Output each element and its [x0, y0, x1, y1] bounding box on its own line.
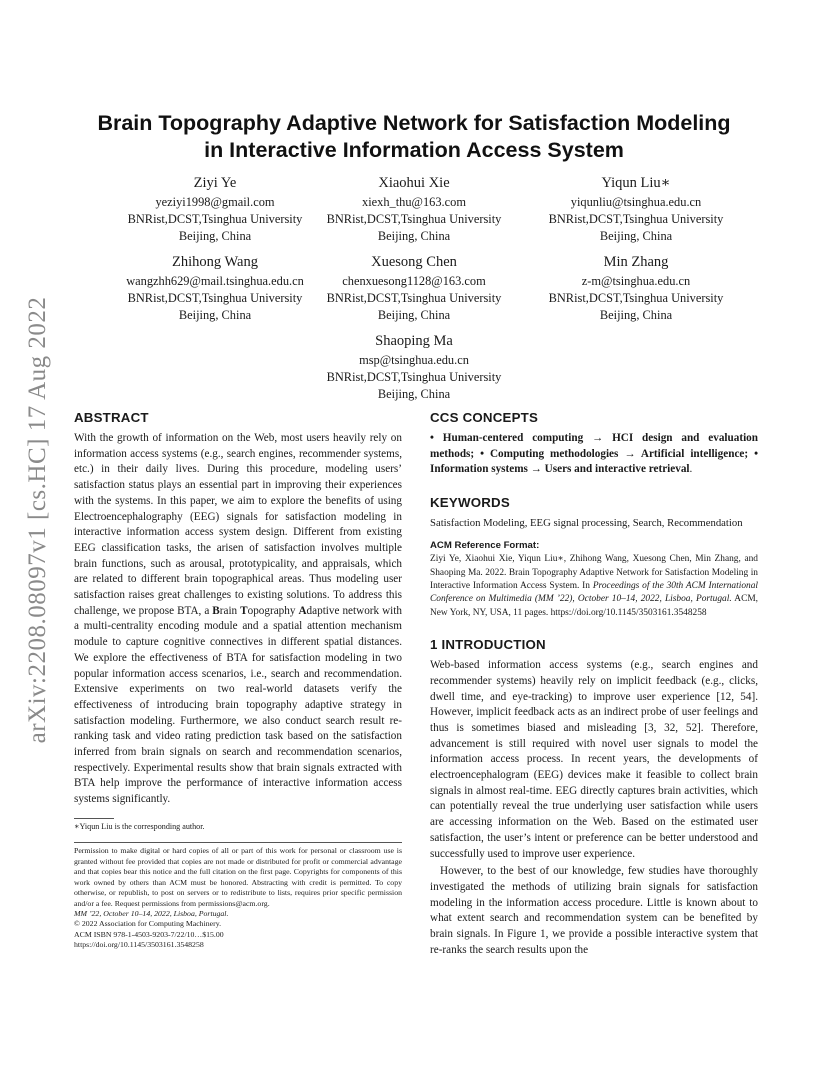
author-location: Beijing, China [599, 229, 673, 243]
author-name: Yiqun Liu∗ [601, 175, 671, 191]
author-block [294, 332, 534, 403]
introduction-paragraph-1: Web-based information access systems (e.g., search engines and recommender systems) heavily rely on implicit feedback (e.g., clicks, dwell time, and eye-tracking) to improve user experience [12, 54]. However, implicit feedback acts as an indirect probe of user feelings and thus is sometimes biased and misleading [3, 32, 52]. Therefore, advancement is still required with novel user signals to model the information access process. In recent years, the developments of electroencephalogram (EEG) devices make it feasible to collect brain signals in almost real-time. EEG directly captures brain activities, which can potentially reveal the true underlying user satisfaction while users are accessing information on the Web. Based on the estimated user satisfaction, the user’s intent or preference can be better understood and successfully used to improve user experience. [430, 659, 758, 860]
author-name: Shaoping Ma [375, 333, 453, 349]
keywords-heading: KEYWORDS [430, 495, 510, 511]
author-affiliation: BNRist,DCST,Tsinghua University [548, 291, 724, 305]
title-line-1: Brain Topography Adaptive Network for Satisfaction Modeling [97, 111, 731, 135]
author-location: Beijing, China [377, 387, 451, 401]
author-email: chenxuesong1128@163.com [342, 274, 486, 288]
arxiv-stamp [18, 280, 58, 760]
reference-format-text: Ziyi Ye, Xiaohui Xie, Yiqun Liu∗, Zhihong Wang, Xuesong Chen, Min Zhang, and Shaoping Ma. 2022. Brain Topography Adaptive Network for Satisfaction Modeling in Interactive Information Access System. In Proceedings of the 30th ACM International Conference on Multimedia (MM ’22), October 10–14, 2022, Lisboa, Portugal. ACM, New York, NY, USA, 11 pages. https://doi.org/10.1145/3503161.3548258 [430, 554, 759, 618]
author-location: Beijing, China [377, 308, 451, 322]
author-block [516, 174, 756, 245]
ccs-text: • Human-centered computing → HCI design and evaluation methods; • Computing methodologies → Artificial intelligence; • Information systems → Users and interactive retrieval. [430, 432, 758, 476]
left-column [74, 409, 402, 951]
author-name: Min Zhang [603, 254, 669, 270]
abstract-heading: ABSTRACT [74, 410, 149, 425]
author-affiliation: BNRist,DCST,Tsinghua University [326, 291, 502, 305]
permission-divider [74, 842, 402, 843]
right-column [430, 409, 758, 959]
author-name: Xuesong Chen [371, 254, 457, 270]
author-block [516, 253, 756, 324]
keywords-text: Satisfaction Modeling, EEG signal processing, Search, Recommendation [430, 517, 743, 530]
author-name: Xiaohui Xie [378, 175, 450, 191]
author-name: Ziyi Ye [193, 175, 237, 191]
author-email: xiexh_thu@163.com [362, 195, 466, 209]
permission-block [74, 846, 402, 950]
arxiv-stamp-text: arXiv:2208.08097v1 [cs.HC] 17 Aug 2022 [24, 296, 51, 744]
ccs-heading: CCS CONCEPTS [430, 410, 539, 425]
author-block [294, 174, 534, 245]
author-location: Beijing, China [178, 308, 252, 322]
author-email: yiqunliu@tsinghua.edu.cn [570, 195, 702, 209]
author-affiliation: BNRist,DCST,Tsinghua University [127, 291, 303, 305]
footnote-divider [74, 818, 114, 819]
author-location: Beijing, China [377, 229, 451, 243]
author-location: Beijing, China [178, 229, 252, 243]
introduction-heading: 1 INTRODUCTION [430, 637, 546, 653]
author-email: z-m@tsinghua.edu.cn [581, 274, 691, 288]
permission-text: Permission to make digital or hard copies of all or part of this work for personal or classroom use is granted without fee provided that copies are not made or distributed for profit or commercial advantage and that copies bear this notice and the full citation on the first page. Copyrights for components of this work owned by others than ACM must be honored. Abstracting with credit is permitted. To copy otherwise, or republish, to post on servers or to redistribute to lists, requires prior specific permission and/or a fee. Request permissions from permissions@acm.org. [74, 846, 402, 908]
author-affiliation: BNRist,DCST,Tsinghua University [548, 212, 724, 226]
author-block [294, 253, 534, 324]
abstract-text: With the growth of information on the Web, most users heavily rely on information access systems (e.g., search engines, recommender systems, etc.) in their daily lives. During this procedure, modeling users’ satisfaction status plays an essential part in improving their experiences with the systems. In this paper, we aim to explore the benefits of using Electroencephalography (EEG) signals for satisfaction modeling in interactive information access system design. Different from existing EEG classification tasks, the arisen of satisfaction involves multiple brain functions, such as arousal, prototypicality, and appraisals, which are related to different brain topographical areas. Thus modeling user satisfaction raises great challenges to existing solutions. To address this challenge, we propose BTA, a Brain Topography Adaptive network with a multi-centrality encoding module and a spatial attention mechanism module to capture cognitive connectives in different spatial distances. We explore the effectiveness of BTA for satisfaction modeling in two popular information access scenarios, i.e., search and recommendation. Extensive experiments on two real-world datasets verify the effectiveness of introducing brain topography adaptive strategy in satisfaction modeling. Furthermore, we also conduct search result re-ranking task and video rating prediction task based on the satisfaction inferred from brain signals on search and recommendation scenarios, respectively. Experimental results show that brain signals extracted with BTA help improve the performance of interactive information access systems significantly. [74, 432, 402, 806]
introduction-paragraph-2: However, to the best of our knowledge, few studies have thoroughly investigated the methods of utilizing brain signals for satisfaction modeling in the information access procedure. Little is known about to what extent search and recommendation system can be benefited by brain signals. In Figure 1, we provide a possible interactive system that re-ranks the search results upon the [430, 865, 758, 956]
copyright-line: © 2022 Association for Computing Machinery. [74, 919, 222, 929]
reference-format-heading: ACM Reference Format: [430, 540, 540, 552]
author-name: Zhihong Wang [172, 254, 258, 270]
author-affiliation: BNRist,DCST,Tsinghua University [326, 212, 502, 226]
author-affiliation: BNRist,DCST,Tsinghua University [326, 370, 502, 384]
title-line-2: in Interactive Information Access System [204, 138, 624, 162]
author-email: yeziyi1998@gmail.com [155, 195, 275, 209]
paper-title [70, 110, 758, 164]
author-affiliation: BNRist,DCST,Tsinghua University [127, 212, 303, 226]
venue-line: MM ’22, October 10–14, 2022, Lisboa, Portugal. [74, 908, 229, 918]
author-location: Beijing, China [599, 308, 673, 322]
author-email: wangzhh629@mail.tsinghua.edu.cn [126, 274, 304, 288]
doi-line: https://doi.org/10.1145/3503161.3548258 [74, 940, 204, 950]
isbn-line: ACM ISBN 978-1-4503-9203-7/22/10…$15.00 [74, 929, 224, 939]
author-email: msp@tsinghua.edu.cn [359, 353, 469, 367]
corresponding-author-footnote: ∗Yiqun Liu is the corresponding author. [74, 821, 205, 831]
